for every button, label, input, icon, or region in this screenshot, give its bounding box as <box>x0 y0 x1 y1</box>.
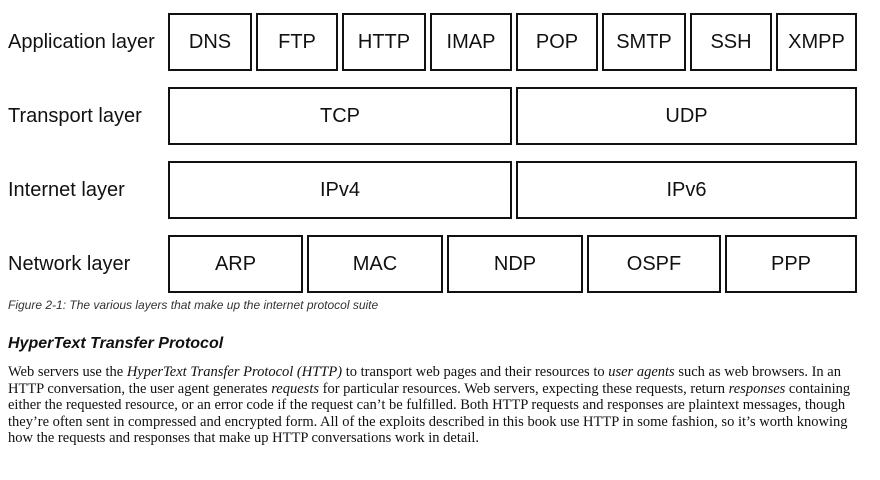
paragraph-run: for particular resources. Web servers, expecting these requests, return <box>319 380 729 397</box>
protocol-box-dns: DNS <box>168 13 252 71</box>
layer-label-transport: Transport layer <box>8 105 142 127</box>
protocol-box-ospf: OSPF <box>587 235 721 293</box>
protocol-box-pop: POP <box>516 13 598 71</box>
protocol-box-ndp: NDP <box>447 235 583 293</box>
body-paragraph <box>8 364 868 447</box>
protocol-box-mac: MAC <box>307 235 443 293</box>
paragraph-run-italic: HyperText Transfer Protocol (HTTP) <box>126 364 343 380</box>
protocol-box-tcp: TCP <box>168 87 512 145</box>
layer-label-internet: Internet layer <box>8 179 125 201</box>
paragraph-run-italic: responses <box>728 380 786 397</box>
paragraph-run-italic: requests <box>271 380 319 397</box>
protocol-box-ssh: SSH <box>690 13 772 71</box>
paragraph-run: such as web browsers. In an HTTP conversation, the user agent generates <box>8 364 841 397</box>
protocol-box-ftp: FTP <box>256 13 338 71</box>
paragraph-run: Web servers use the <box>8 364 127 380</box>
protocol-box-ipv6: IPv6 <box>516 161 857 219</box>
protocol-box-smtp: SMTP <box>602 13 686 71</box>
paragraph-run-italic: user agents <box>608 364 675 380</box>
protocol-box-ppp: PPP <box>725 235 857 293</box>
section-heading: HyperText Transfer Protocol <box>8 335 224 352</box>
layer-label-application: Application layer <box>8 31 155 53</box>
protocol-box-udp: UDP <box>516 87 857 145</box>
protocol-box-http: HTTP <box>342 13 426 71</box>
protocol-box-ipv4: IPv4 <box>168 161 512 219</box>
figure-caption: Figure 2-1: The various layers that make up the internet protocol suite <box>8 298 379 312</box>
paragraph-run: to transport web pages and their resources to <box>342 364 609 380</box>
protocol-box-xmpp: XMPP <box>776 13 857 71</box>
layer-label-network: Network layer <box>8 253 131 275</box>
paragraph-run: containing either the requested resource, or an error code if the request can’t be fulfilled. Both HTTP requests and responses are plaintext messages, though they’re often sent in compressed and encrypted form. All of the exploits described in this book use HTTP in some fashion, so it’s worth knowing how the requests and responses that make up HTTP conversations work in detail. <box>8 380 851 446</box>
protocol-box-imap: IMAP <box>430 13 512 71</box>
protocol-box-arp: ARP <box>168 235 303 293</box>
